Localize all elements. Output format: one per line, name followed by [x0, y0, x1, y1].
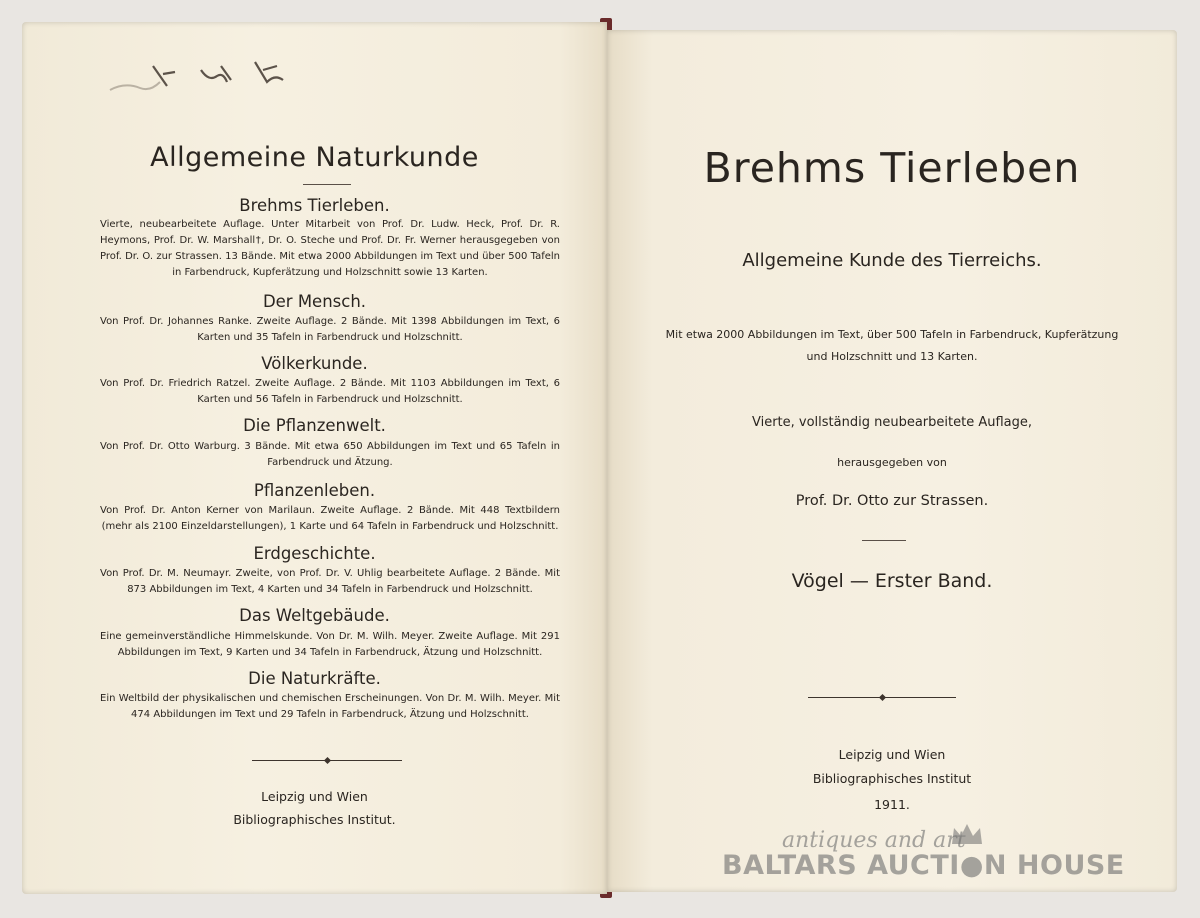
edited-by-line: herausgegeben von	[837, 456, 947, 469]
section-body-pflanzenwelt: Von Prof. Dr. Otto Warburg. 3 Bände. Mit etwa 650 Abbildungen im Text und 65 Tafeln in Farbendruck und Ätzung.	[100, 441, 560, 468]
left-ornament-rule	[252, 760, 402, 761]
section-body-erdgeschichte: Von Prof. Dr. M. Neumayr. Zweite, von Prof. Dr. V. Uhlig bearbeitete Auflage. 2 Bände. Mit 873 Abbildungen im Text, 4 Karten und 34 Tafeln in Farbendruck und Holzschnitt.	[100, 568, 560, 595]
section-title-erdgeschichte: Erdgeschichte.	[253, 544, 376, 563]
section-title-mensch: Der Mensch.	[262, 292, 367, 311]
section-title-voelkerkunde: Völkerkunde.	[261, 354, 368, 373]
auction-watermark	[722, 828, 1125, 898]
handwritten-pencil-mark	[105, 52, 295, 102]
section-body-brehms: Vierte, neubearbeitete Auflage. Unter Mitarbeit von Prof. Dr. Ludw. Heck, Prof. Dr. R. Heymons, Prof. Dr. W. Marshall†, Dr. O. Steche und Prof. Dr. Fr. Werner herausgegeben von Prof. Dr. O. zur Strassen. 13 Bände. Mit etwa 2000 Abbildungen im Text und über 500 Tafeln in Farbendruck, Kupferätzung und Holzschnitt sowie 13 Karten.	[100, 219, 560, 278]
section-title-brehms: Brehms Tierleben.	[239, 196, 390, 215]
illustrations-line-1: Mit etwa 2000 Abbildungen im Text, über 500 Tafeln in Farbendruck, Kupferätzung	[665, 328, 1119, 341]
right-publisher-name: Bibliographisches Institut	[812, 771, 972, 786]
section-body-mensch: Von Prof. Dr. Johannes Ranke. Zweite Auflage. 2 Bände. Mit 1398 Abbildungen im Text, 6 Karten und 35 Tafeln in Farbendruck und Holzschnitt.	[100, 316, 560, 343]
heading-rule	[303, 184, 351, 185]
editor-name: Prof. Dr. Otto zur Strassen.	[795, 493, 989, 509]
publication-year: 1911.	[874, 797, 910, 812]
section-title-weltgebaeude: Das Weltgebäude.	[239, 606, 390, 625]
section-body-voelkerkunde: Von Prof. Dr. Friedrich Ratzel. Zweite Auflage. 2 Bände. Mit 1103 Abbildungen im Text, 6 Karten und 56 Tafeln in Farbendruck und Holzschnitt.	[100, 378, 560, 405]
section-body-weltgebaeude: Eine gemeinverständliche Himmelskunde. Von Dr. M. Wilh. Meyer. Zweite Auflage. Mit 291 Abbildungen im Text, 9 Karten und 34 Tafeln in Farbendruck, Ätzung und Holzschnitt.	[100, 631, 560, 658]
section-body-pflanzenleben: Von Prof. Dr. Anton Kerner von Marilaun. Zweite Auflage. 2 Bände. Mit 448 Textbildern (mehr als 2100 Einzeldarstellungen), 1 Karte und 64 Tafeln in Farbendruck und Holzschnitt.	[100, 505, 560, 532]
book-subtitle: Allgemeine Kunde des Tierreichs.	[742, 250, 1042, 271]
book-title: Brehms Tierleben	[703, 144, 1081, 192]
section-title-pflanzenleben: Pflanzenleben.	[253, 481, 376, 500]
right-ornament-rule	[808, 697, 956, 698]
left-heading: Allgemeine Naturkunde	[150, 142, 479, 173]
watermark-main: BALTARS AUCTI●N HOUSE	[722, 850, 1125, 881]
section-body-naturkraefte: Ein Weltbild der physikalischen und chemischen Erscheinungen. Von Dr. M. Wilh. Meyer. Mit 474 Abbildungen im Text und 29 Tafeln in Farbendruck, Ätzung und Holzschnitt.	[100, 693, 560, 720]
edition-line: Vierte, vollständig neubearbeitete Auflage,	[751, 415, 1032, 430]
section-title-pflanzenwelt: Die Pflanzenwelt.	[243, 416, 386, 435]
left-publisher-city: Leipzig und Wien	[261, 789, 368, 804]
volume-title: Vögel — Erster Band.	[791, 570, 993, 592]
right-short-rule	[862, 540, 906, 541]
watermark-script: antiques and art	[782, 828, 966, 853]
illustrations-line-2: und Holzschnitt und 13 Karten.	[806, 350, 978, 363]
right-publisher-city: Leipzig und Wien	[838, 747, 946, 762]
section-title-naturkraefte: Die Naturkräfte.	[248, 669, 381, 688]
left-publisher-name: Bibliographisches Institut.	[233, 812, 396, 827]
